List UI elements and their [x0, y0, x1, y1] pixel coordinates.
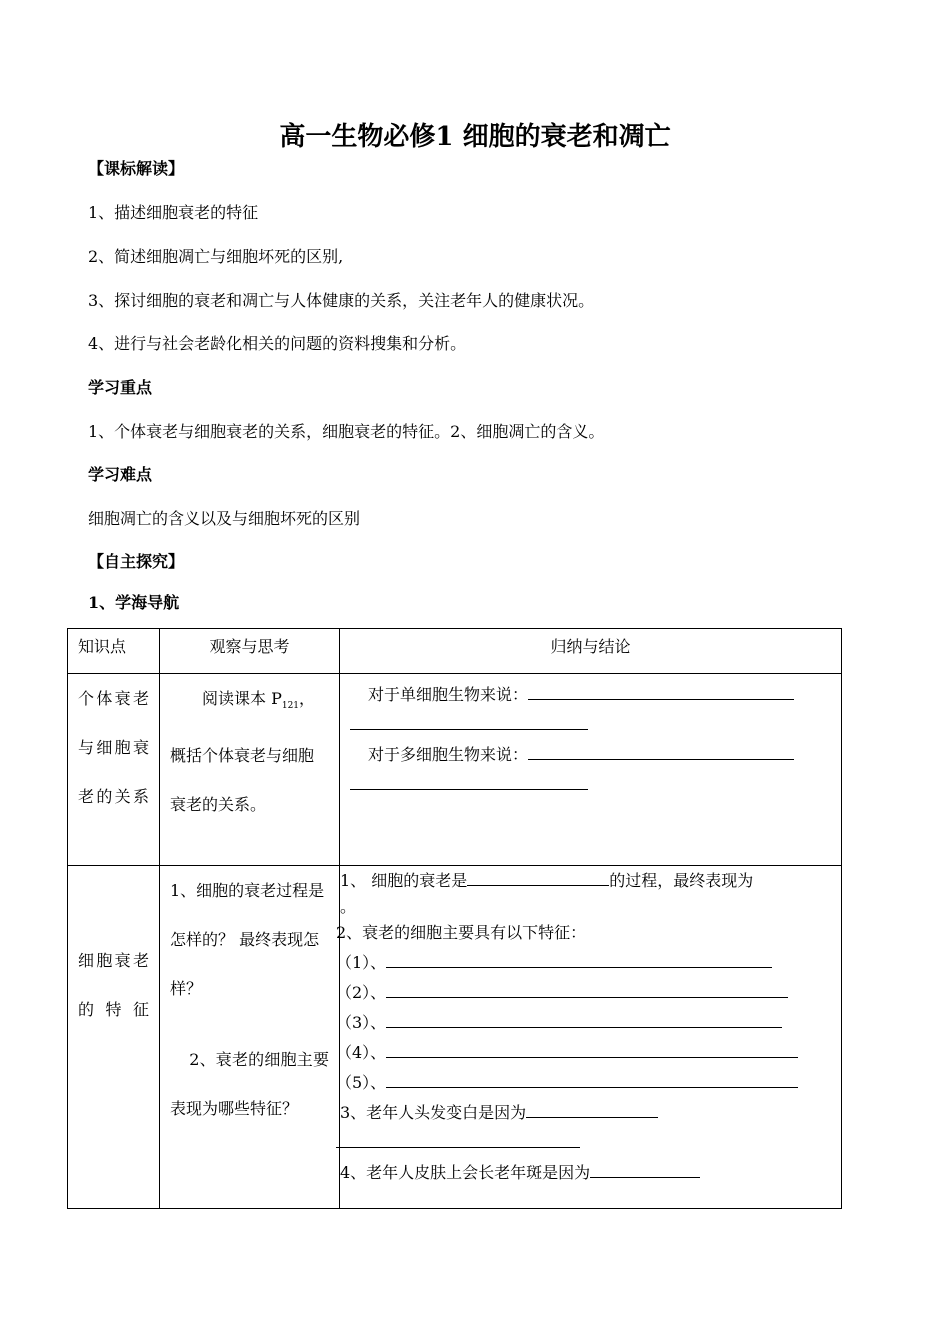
- feature-item: （1）、: [336, 948, 841, 978]
- feature-item: （2）、: [336, 978, 841, 1008]
- answer-blank[interactable]: [350, 773, 588, 790]
- row1-conclusion-multi: 对于多细胞生物来说：: [350, 740, 831, 770]
- curriculum-item: 1、描述细胞衰老的特征: [88, 203, 259, 222]
- answer-blank[interactable]: [526, 1101, 658, 1118]
- answer-blank[interactable]: [350, 713, 588, 730]
- feature-item: （3）、: [336, 1008, 841, 1038]
- row1-topic: 个体衰老与细胞衰老的关系: [78, 689, 149, 806]
- header-think: 观察与思考: [209, 637, 290, 656]
- blank-line-wrap: [350, 710, 831, 740]
- curriculum-item: 4、进行与社会老龄化相关的问题的资料搜集和分析。: [88, 334, 467, 353]
- answer-blank[interactable]: [336, 1131, 580, 1148]
- row2-c2: 2、衰老的细胞主要具有以下特征：: [336, 923, 587, 942]
- feature-item: （4）、: [336, 1038, 841, 1068]
- difficulty-text: 细胞凋亡的含义以及与细胞坏死的区别: [88, 509, 361, 528]
- focus-heading: 学习重点: [88, 378, 153, 397]
- row2-topic: 细胞衰老的特征: [78, 951, 149, 1019]
- answer-blank[interactable]: [386, 1071, 798, 1088]
- header-conclusion: 归纳与结论: [550, 637, 631, 656]
- blank-line-wrap: [336, 1128, 841, 1158]
- row2-c3: 3、老年人头发变白是因为: [340, 1098, 841, 1128]
- answer-blank[interactable]: [386, 951, 772, 968]
- row2-think-q2: 2、衰老的细胞主要表现为哪些特征？: [170, 1050, 329, 1118]
- answer-blank[interactable]: [386, 1011, 782, 1028]
- row1-think: 阅读课本 $P_{121}$，概括个体衰老与细胞衰老的关系。: [170, 689, 316, 815]
- answer-blank[interactable]: [467, 869, 609, 886]
- row2-c1-end: 。: [340, 897, 357, 916]
- curriculum-item: 3、探讨细胞的衰老和凋亡与人体健康的关系，关注老年人的健康状况。: [88, 291, 595, 310]
- explore-heading: 【自主探究】: [88, 552, 185, 571]
- row2-think-q1: 1、细胞的衰老过程是怎样的？ 最终表现怎样？: [170, 881, 325, 998]
- curriculum-heading: 【课标解读】: [88, 159, 185, 178]
- curriculum-item: 2、简述细胞凋亡与细胞坏死的区别,: [88, 247, 344, 266]
- answer-blank[interactable]: [528, 743, 794, 760]
- feature-item: （5）、: [336, 1068, 841, 1098]
- navigation-heading: 1、学海导航: [88, 593, 180, 612]
- answer-blank[interactable]: [528, 683, 794, 700]
- answer-blank[interactable]: [386, 981, 788, 998]
- answer-blank[interactable]: [386, 1041, 798, 1058]
- blank-line-wrap: [350, 770, 831, 800]
- answer-blank[interactable]: [590, 1161, 700, 1178]
- table-header-row: [68, 629, 842, 674]
- study-table: [67, 628, 842, 1209]
- focus-text: 1、个体衰老与细胞衰老的关系，细胞衰老的特征。2、细胞凋亡的含义。: [88, 422, 605, 441]
- difficulty-heading: 学习难点: [88, 465, 153, 484]
- header-topic: 知识点: [78, 637, 127, 656]
- row2-c1: 1、 细胞的衰老是 的过程，最终表现为: [340, 871, 754, 890]
- table-row: [68, 674, 842, 866]
- row1-conclusion-single: 对于单细胞生物来说：: [350, 680, 831, 710]
- page-title: 高一生物必修1 细胞的衰老和凋亡: [279, 122, 671, 152]
- row2-c4: 4、老年人皮肤上会长老年斑是因为: [340, 1158, 841, 1188]
- table-row: [68, 866, 842, 1209]
